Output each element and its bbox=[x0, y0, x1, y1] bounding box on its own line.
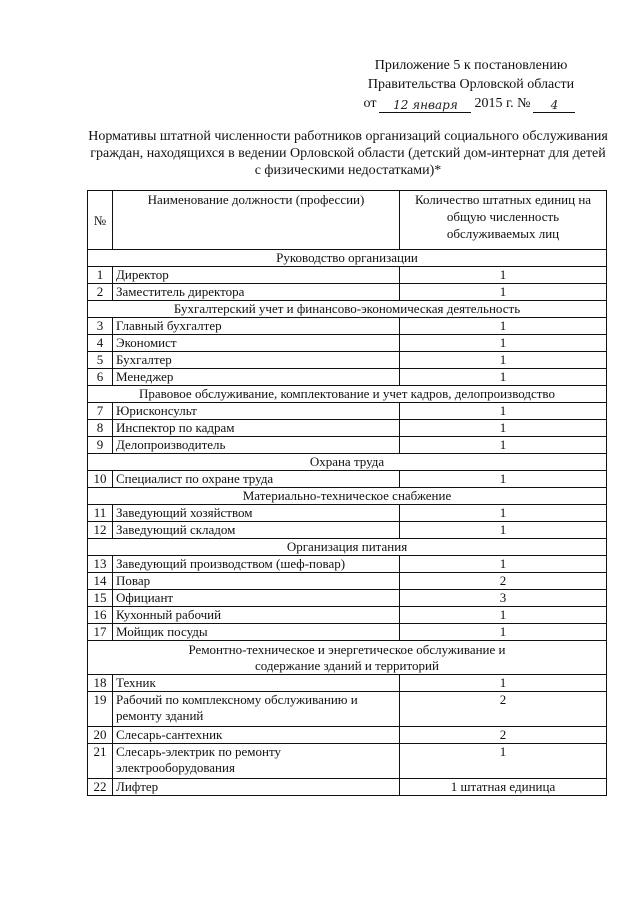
section-header-row bbox=[88, 488, 607, 505]
row-number: 3 bbox=[88, 318, 113, 335]
row-position: Директор bbox=[113, 267, 400, 284]
row-position: Заведующий производством (шеф-повар) bbox=[113, 556, 400, 573]
row-number: 19 bbox=[88, 692, 113, 727]
table-row bbox=[88, 267, 607, 284]
row-position: Кухонный рабочий bbox=[113, 607, 400, 624]
row-quantity: 1 bbox=[400, 420, 607, 437]
header-position: Наименование должности (профессии) bbox=[113, 191, 400, 250]
appendix-date-line bbox=[345, 94, 597, 113]
date-prefix: от bbox=[363, 96, 377, 111]
row-quantity: 1 bbox=[400, 607, 607, 624]
section-header-row bbox=[88, 386, 607, 403]
table-row bbox=[88, 437, 607, 454]
table-header-row bbox=[88, 191, 607, 250]
row-number: 9 bbox=[88, 437, 113, 454]
table-row bbox=[88, 744, 607, 779]
table-row bbox=[88, 522, 607, 539]
row-quantity: 1 bbox=[400, 352, 607, 369]
header-number: № bbox=[88, 191, 113, 250]
table-row bbox=[88, 369, 607, 386]
table-row bbox=[88, 779, 607, 796]
section-title: Организация питания bbox=[88, 539, 607, 556]
table-row bbox=[88, 352, 607, 369]
row-number: 1 bbox=[88, 267, 113, 284]
row-position: Заведующий хозяйством bbox=[113, 505, 400, 522]
section-title: Ремонтно-техническое и энергетическое обслуживание и содержание зданий и территорий bbox=[88, 641, 607, 675]
section-title: Материально-техническое снабжение bbox=[88, 488, 607, 505]
row-quantity: 1 bbox=[400, 437, 607, 454]
row-number: 16 bbox=[88, 607, 113, 624]
table-row bbox=[88, 505, 607, 522]
row-quantity: 1 bbox=[400, 318, 607, 335]
row-position: Экономист bbox=[113, 335, 400, 352]
appendix-line-1: Приложение 5 к постановлению bbox=[374, 58, 568, 73]
row-quantity: 1 bbox=[400, 505, 607, 522]
table-row bbox=[88, 590, 607, 607]
row-position: Делопроизводитель bbox=[113, 437, 400, 454]
row-position: Слесарь-сантехник bbox=[113, 727, 400, 744]
row-position: Лифтер bbox=[113, 779, 400, 796]
row-number: 17 bbox=[88, 624, 113, 641]
table-row bbox=[88, 335, 607, 352]
row-number: 13 bbox=[88, 556, 113, 573]
row-quantity: 1 bbox=[400, 675, 607, 692]
table-row bbox=[88, 284, 607, 301]
row-position: Слесарь-электрик по ремонту электрооборудования bbox=[113, 744, 400, 779]
row-quantity: 1 bbox=[400, 522, 607, 539]
row-quantity: 1 bbox=[400, 744, 607, 779]
row-quantity: 1 bbox=[400, 335, 607, 352]
row-number: 4 bbox=[88, 335, 113, 352]
row-number: 18 bbox=[88, 675, 113, 692]
section-title: Правовое обслуживание, комплектование и учет кадров, делопроизводство bbox=[88, 386, 607, 403]
row-number: 11 bbox=[88, 505, 113, 522]
row-quantity: 2 bbox=[400, 727, 607, 744]
row-quantity: 1 bbox=[400, 284, 607, 301]
table-body bbox=[88, 250, 607, 796]
row-quantity: 1 bbox=[400, 471, 607, 488]
row-position: Заведующий складом bbox=[113, 522, 400, 539]
section-title: Охрана труда bbox=[88, 454, 607, 471]
section-header-row bbox=[88, 250, 607, 267]
handwritten-date: 12 января bbox=[379, 98, 471, 113]
row-quantity: 1 штатная единица bbox=[400, 779, 607, 796]
table-row bbox=[88, 420, 607, 437]
row-quantity: 2 bbox=[400, 573, 607, 590]
row-number: 6 bbox=[88, 369, 113, 386]
row-number: 10 bbox=[88, 471, 113, 488]
row-number: 7 bbox=[88, 403, 113, 420]
row-position: Юрисконсульт bbox=[113, 403, 400, 420]
section-header-row bbox=[88, 301, 607, 318]
row-quantity: 1 bbox=[400, 369, 607, 386]
row-quantity: 1 bbox=[400, 267, 607, 284]
row-quantity: 2 bbox=[400, 692, 607, 727]
row-number: 8 bbox=[88, 420, 113, 437]
row-number: 2 bbox=[88, 284, 113, 301]
row-number: 22 bbox=[88, 779, 113, 796]
table-row bbox=[88, 692, 607, 727]
row-position: Специалист по охране труда bbox=[113, 471, 400, 488]
row-number: 14 bbox=[88, 573, 113, 590]
section-title: Бухгалтерский учет и финансово-экономическая деятельность bbox=[88, 301, 607, 318]
section-header-row bbox=[88, 454, 607, 471]
handwritten-number: 4 bbox=[533, 98, 575, 113]
row-number: 5 bbox=[88, 352, 113, 369]
row-quantity: 1 bbox=[400, 624, 607, 641]
row-position: Повар bbox=[113, 573, 400, 590]
section-header-row bbox=[88, 539, 607, 556]
section-header-row bbox=[88, 641, 607, 675]
table-row bbox=[88, 318, 607, 335]
row-number: 20 bbox=[88, 727, 113, 744]
row-number: 15 bbox=[88, 590, 113, 607]
row-position: Заместитель директора bbox=[113, 284, 400, 301]
table-row bbox=[88, 624, 607, 641]
row-position: Менеджер bbox=[113, 369, 400, 386]
row-number: 12 bbox=[88, 522, 113, 539]
section-title: Руководство организации bbox=[88, 250, 607, 267]
row-quantity: 3 bbox=[400, 590, 607, 607]
row-quantity: 1 bbox=[400, 403, 607, 420]
table-row bbox=[88, 573, 607, 590]
table-row bbox=[88, 607, 607, 624]
row-quantity: 1 bbox=[400, 556, 607, 573]
row-number: 21 bbox=[88, 744, 113, 779]
row-position: Инспектор по кадрам bbox=[113, 420, 400, 437]
year-number-label: 2015 г. № bbox=[474, 96, 531, 111]
row-position: Рабочий по комплексному обслуживанию и ремонту зданий bbox=[113, 692, 400, 727]
appendix-block bbox=[345, 56, 597, 113]
table-row bbox=[88, 471, 607, 488]
row-position: Техник bbox=[113, 675, 400, 692]
row-position: Главный бухгалтер bbox=[113, 318, 400, 335]
row-position: Бухгалтер bbox=[113, 352, 400, 369]
row-position: Мойщик посуды bbox=[113, 624, 400, 641]
table-row bbox=[88, 727, 607, 744]
staffing-table bbox=[87, 190, 607, 796]
document-title: Нормативы штатной численности работников организаций социального обслуживания граждан, находящихся в ведении Орловской области (детский дом-интернат для детей с физическими недостатками)* bbox=[88, 129, 608, 178]
table-row bbox=[88, 556, 607, 573]
table-row bbox=[88, 675, 607, 692]
table-row bbox=[88, 403, 607, 420]
header-quantity: Количество штатных единиц на общую численность обслуживаемых лиц bbox=[400, 191, 607, 250]
appendix-line-2: Правительства Орловской области bbox=[367, 77, 575, 92]
row-position: Официант bbox=[113, 590, 400, 607]
